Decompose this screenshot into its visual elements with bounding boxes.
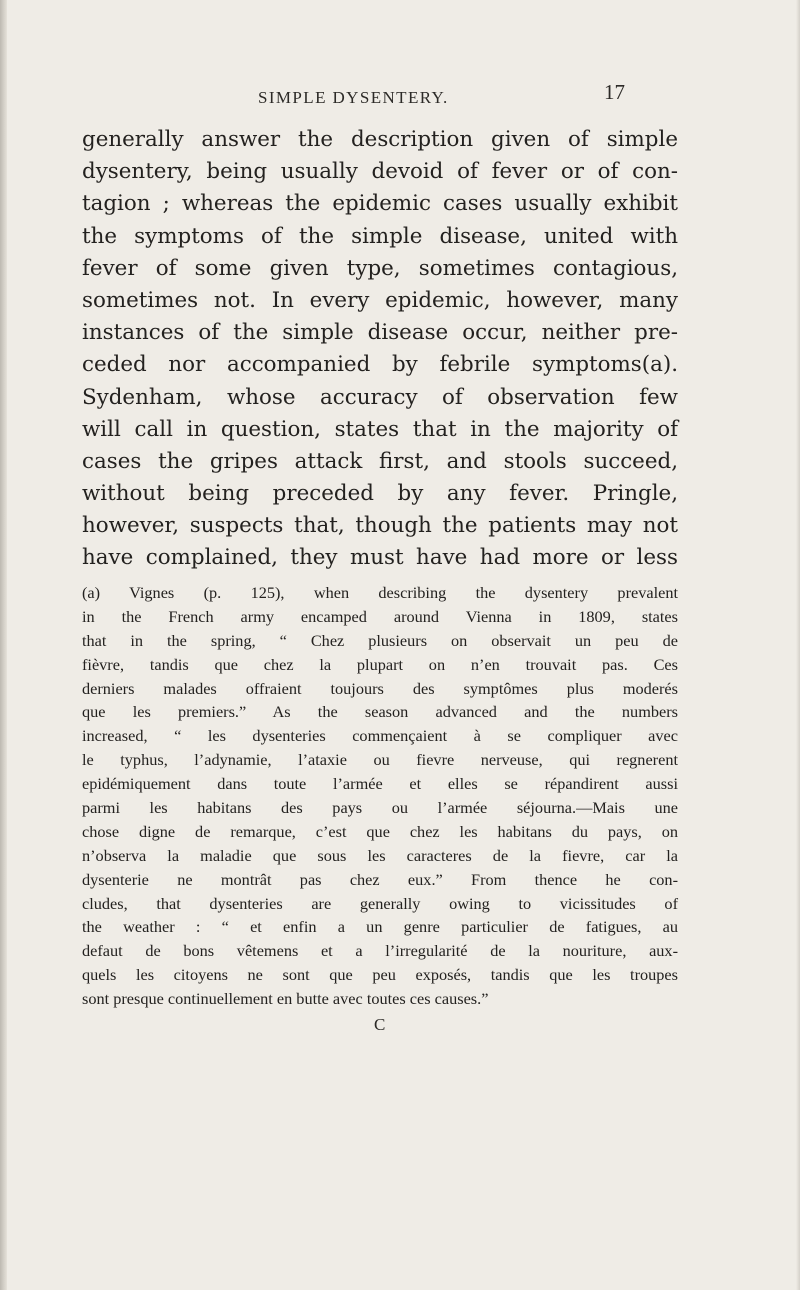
footnote-line: the weather : “ et enfin a un genre particulier de fatigues, au: [82, 917, 678, 937]
footnote: [82, 581, 678, 1011]
footnote-line: dysenterie ne montrât pas chez eux.” From thence he con-: [82, 869, 678, 889]
page-edge-shadow-right: [796, 0, 800, 1290]
body-line: instances of the simple disease occur, neither pre-: [82, 320, 678, 346]
body-line: have complained, they must have had more or less: [82, 545, 678, 571]
footnote-line: n’observa la maladie que sous les caracteres de la fievre, car la: [82, 845, 678, 865]
footnote-line: increased, “ les dysenteries commençaient à se compliquer avec: [82, 726, 678, 746]
footnote-line: le typhus, l’adynamie, l’ataxie ou fievre nerveuse, qui regnerent: [82, 750, 678, 770]
body-line: tagion ; whereas the epidemic cases usually exhibit: [82, 191, 678, 217]
body-line: ceded nor accompanied by febrile symptoms(a).: [82, 352, 678, 378]
body-line: sometimes not. In every epidemic, however, many: [82, 287, 678, 313]
footnote-line: chose digne de remarque, c’est que chez les habitans du pays, on: [82, 821, 678, 841]
footnote-line: defaut de bons vêtemens et a l’irregularité de la nouriture, aux-: [82, 941, 678, 961]
running-head: SIMPLE DYSENTERY.: [258, 88, 449, 107]
body-line: generally answer the description given of simple: [82, 127, 678, 152]
footnote-line: sont presque continuellement en butte avec toutes ces causes.”: [82, 989, 489, 1009]
body-text: [82, 124, 678, 575]
body-line: without being preceded by any fever. Pringle,: [82, 481, 678, 507]
page-edge-shadow-left: [0, 0, 7, 1290]
signature-mark: C: [374, 1015, 386, 1034]
body-line: cases the gripes attack first, and stools succeed,: [82, 448, 678, 474]
footnote-line: que les premiers.” As the season advanced and the numbers: [82, 702, 678, 722]
body-line: Sydenham, whose accuracy of observation few: [82, 384, 678, 410]
footnote-line: cludes, that dysenteries are generally owing to vicissitudes of: [82, 893, 678, 913]
footnote-line: epidémiquement dans toute l’armée et elles se répandirent aussi: [82, 774, 678, 794]
footnote-line: in the French army encamped around Vienna in 1809, states: [82, 606, 678, 626]
footnote-line: derniers malades offraient toujours des symptômes plus moderés: [82, 678, 678, 698]
footnote-line: quels les citoyens ne sont que peu exposés, tandis que les troupes: [82, 965, 678, 985]
body-line: dysentery, being usually devoid of fever or of con-: [82, 159, 678, 185]
page-number: 17: [604, 80, 625, 104]
footnote-line: fièvre, tandis que chez la plupart on n’en trouvait pas. Ces: [82, 654, 678, 674]
body-line: the symptoms of the simple disease, united with: [82, 223, 678, 249]
body-line: however, suspects that, though the patients may not: [82, 513, 678, 539]
footnote-line: (a) Vignes (p. 125), when describing the dysentery prevalent: [82, 583, 678, 602]
footnote-line: that in the spring, “ Chez plusieurs on observait un peu de: [82, 630, 678, 650]
body-line: fever of some given type, sometimes contagious,: [82, 255, 678, 281]
body-line: will call in question, states that in the majority of: [82, 416, 678, 442]
footnote-line: parmi les habitans des pays ou l’armée séjourna.—Mais une: [82, 798, 678, 818]
